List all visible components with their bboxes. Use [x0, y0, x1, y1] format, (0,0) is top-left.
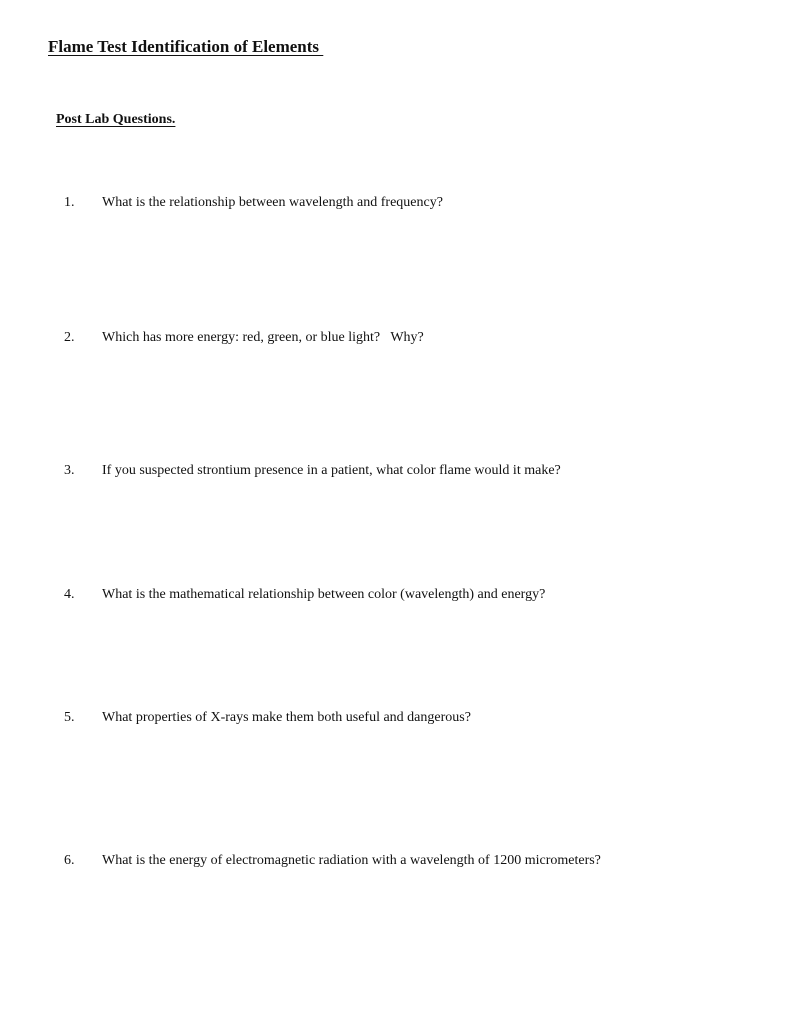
question-number: 5. [64, 710, 75, 725]
document-title: Flame Test Identification of Elements [48, 37, 324, 56]
question-text: Which has more energy: red, green, or blue light? Why? [102, 330, 424, 345]
question-number: 1. [64, 195, 75, 210]
question-text: What is the relationship between wavelength and frequency? [102, 195, 443, 210]
question-3 [0, 463, 791, 483]
question-6 [0, 853, 791, 873]
question-number: 2. [64, 330, 75, 345]
question-4 [0, 587, 791, 607]
question-text: What is the energy of electromagnetic radiation with a wavelength of 1200 micrometers? [102, 853, 601, 868]
question-text: What is the mathematical relationship between color (wavelength) and energy? [102, 587, 546, 602]
question-text: If you suspected strontium presence in a patient, what color flame would it make? [102, 463, 561, 478]
question-2 [0, 330, 791, 350]
question-text: What properties of X-rays make them both useful and dangerous? [102, 710, 471, 725]
question-1 [0, 195, 791, 215]
question-5 [0, 710, 791, 730]
question-number: 6. [64, 853, 75, 868]
question-number: 4. [64, 587, 75, 602]
question-number: 3. [64, 463, 75, 478]
section-heading-post-lab: Post Lab Questions. [56, 112, 176, 127]
